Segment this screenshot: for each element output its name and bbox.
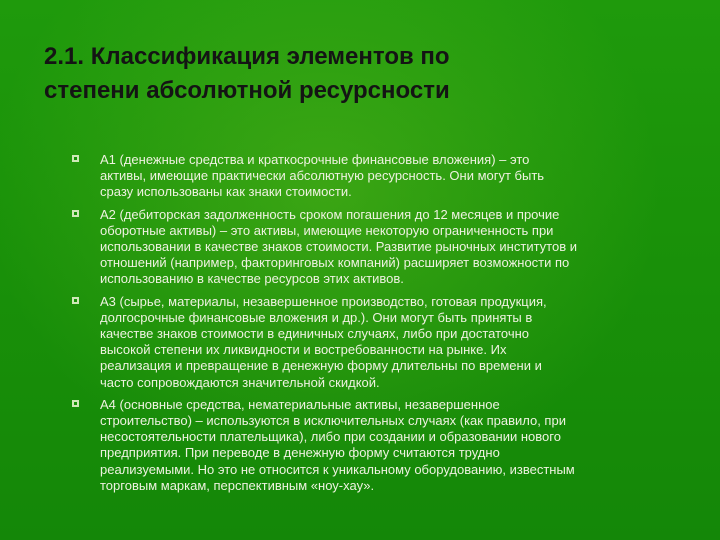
slide-title bbox=[44, 40, 684, 108]
list-item-text: А3 (сырье, материалы, незавершенное производство, готовая продукция, долгосрочные финансовые вложения и др.). Они могут быть приняты в качестве знаков стоимости в единичных случаях, либо при достаточно высокой степени их ликвидности и востребованности на рынке. Их реализация и превращение в денежную форму длительны по времени и часто сопровождаются значительной скидкой. bbox=[100, 293, 547, 390]
list-item-a3 bbox=[70, 294, 690, 391]
list-item-a4 bbox=[70, 397, 690, 494]
list-item-a2 bbox=[70, 207, 690, 288]
slide-title-line-1: 2.1. Классификация элементов по bbox=[44, 43, 450, 70]
list-item-a1 bbox=[70, 152, 690, 201]
slide-title-line-2: степени абсолютной ресурсности bbox=[44, 77, 450, 104]
square-bullet-icon bbox=[72, 155, 79, 162]
list-item-text: А1 (денежные средства и краткосрочные финансовые вложения) – это активы, имеющие практически абсолютную ресурсность. Они могут быть сразу использованы как знаки стоимости. bbox=[100, 152, 545, 200]
square-bullet-icon bbox=[72, 400, 79, 407]
bullet-list bbox=[70, 152, 690, 494]
list-item-text: А4 (основные средства, нематериальные активы, незавершенное строительство) – используются в исключительных случаях (как правило, при несостоятельности плательщика), либо при создании и образовании нового предприятия. При переводе в денежную форму считаются трудно реализуемыми. Но это не относится к уникальному оборудованию, известным торговым маркам, перспективным «ноу-хау». bbox=[100, 396, 575, 493]
square-bullet-icon bbox=[72, 297, 79, 304]
list-item-text: А2 (дебиторская задолженность сроком погашения до 12 месяцев и прочие оборотные активы) – это активы, имеющие некоторую ограниченность при использовании в качестве знаков стоимости. Развитие рыночных институтов и отношений (например, факторинговых компаний) расширяет возможности по использованию в качестве ресурсов этих активов. bbox=[100, 206, 577, 287]
square-bullet-icon bbox=[72, 210, 79, 217]
